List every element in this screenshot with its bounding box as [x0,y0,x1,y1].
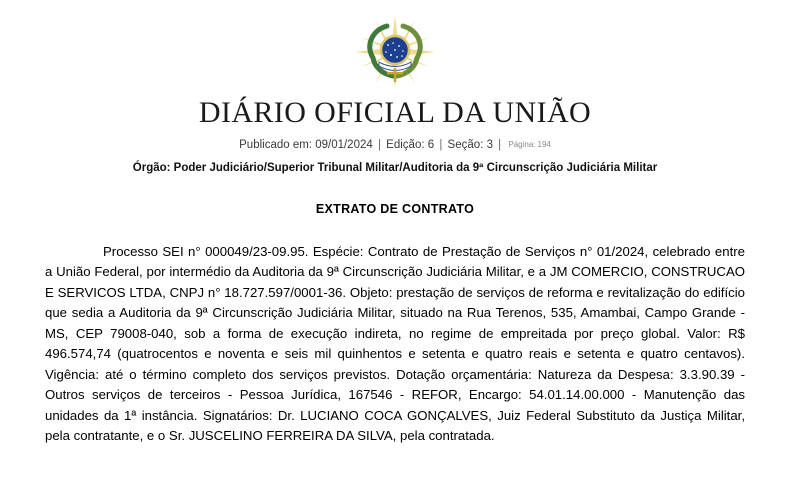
brazil-coat-of-arms-icon [349,14,441,90]
publication-line [45,139,745,151]
published-date: 09/01/2024 [315,139,373,151]
page-label: Página: [508,140,536,150]
organ-line: Órgão: Poder Judiciário/Superior Tribunal Militar/Auditoria da 9ª Circunscrição Judiciária Militar [132,162,658,174]
section-value: 3 [486,139,493,151]
edition-label: Edição: [386,139,425,151]
edition-value: 6 [427,139,435,151]
coat-of-arms-container [45,0,745,90]
page-value: 194 [537,140,551,150]
published-label: Publicado em: [239,139,312,151]
page-title: DIÁRIO OFICIAL DA UNIÃO [198,96,592,129]
coat-of-arms-svg [349,14,441,90]
section-title: EXTRATO DE CONTRATO [315,202,475,216]
separator-1: | [377,139,381,151]
separator-2: | [439,139,443,151]
section-label: Seção: [447,139,484,151]
contract-body-text: Processo SEI n° 000049/23-09.95. Espécie: Contrato de Prestação de Serviços n° 01/2024, celebrado entre a União Federal, por intermédio da Auditoria da 9ª Circunscrição Judiciária Militar, e a JM COMERCIO, CONSTRUCAO E SERVICOS LTDA, CNPJ n° 18.727.597/0001-36. Objeto: prestação de serviços de reforma e revitalização do edifício que sedia a Auditoria da 9ª Circunscrição Judiciária Militar, situado na Rua Terenos, 535, Amambai, Campo Grande - MS, CEP 79008-040, sob a forma de execução indireta, no regime de empreitada por preço global. Valor: R$ 496.574,74 (quatrocentos e noventa e seis mil quinhentos e setenta e quatro reais e setenta e quatro centavos). Vigência: até o término completo dos serviços previstos. Dotação orçamentária: Natureza da Despesa: 3.3.90.39 - Outros serviços de terceiros - Pessoa Jurídica, 167546 - REFOR, Encargo: 54.01.14.00.000 - Manutenção das unidades da 1ª instância. Signatários: Dr. LUCIANO COCA GONÇALVES, Juiz Federal Substituto da Justiça Militar, pela contratante, e o Sr. JUSCELINO FERREIRA DA SILVA, pela contratada. [45,244,745,444]
separator-3: | [498,139,502,151]
